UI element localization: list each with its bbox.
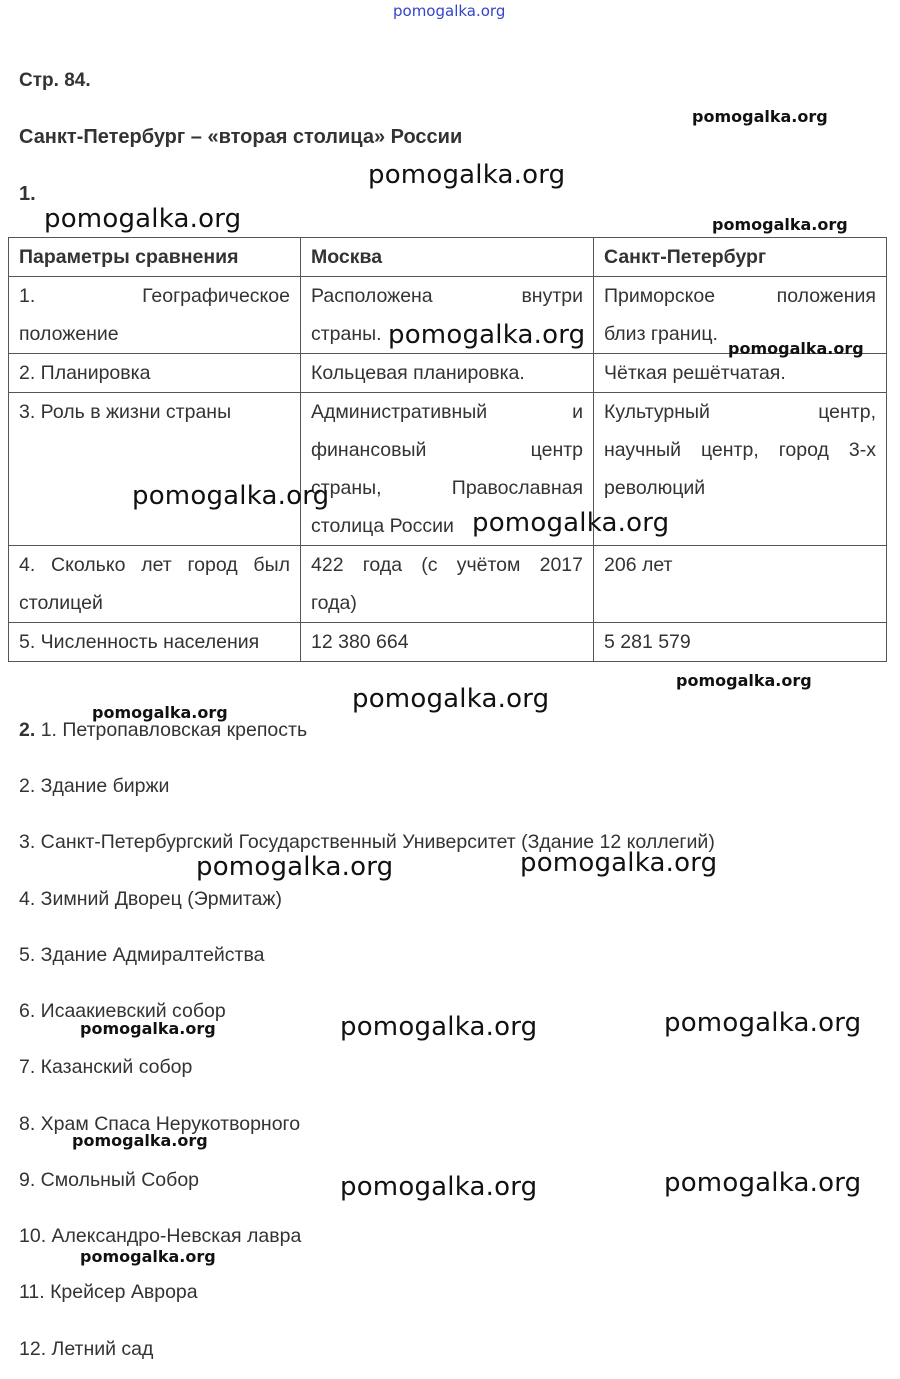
- watermark: pomogalka.org: [80, 1019, 216, 1038]
- param-cell: [9, 277, 301, 354]
- spb-line: революций: [604, 477, 706, 499]
- table-row: [9, 546, 887, 623]
- watermark: pomogalka.org: [393, 2, 506, 20]
- watermark: pomogalka.org: [340, 1012, 538, 1042]
- moscow-line: 12 380 664: [311, 631, 409, 653]
- moscow-line: Кольцевая планировка.: [311, 362, 525, 384]
- header-moscow: Москва: [301, 238, 594, 277]
- list-item: 10. Александро-Невская лавра: [19, 1225, 302, 1247]
- spb-cell: [594, 546, 887, 623]
- list-item: 11. Крейсер Аврора: [19, 1281, 198, 1303]
- param-cell: [9, 393, 301, 546]
- spb-cell: [594, 354, 887, 393]
- param-line: 3. Роль в жизни страны: [19, 401, 232, 423]
- list-item: 5. Здание Адмиралтейства: [19, 944, 265, 966]
- watermark: pomogalka.org: [520, 848, 718, 878]
- spb-line: Чёткая решётчатая.: [604, 362, 786, 384]
- table-row: [9, 623, 887, 662]
- watermark: pomogalka.org: [692, 107, 828, 126]
- moscow-line: 422 года (с учётом 2017: [311, 554, 583, 576]
- spb-line: научный центр, город 3-х: [604, 439, 876, 461]
- list-item: 4. Зимний Дворец (Эрмитаж): [19, 888, 282, 910]
- moscow-cell: [301, 354, 594, 393]
- page-title: Санкт-Петербург – «вторая столица» России: [19, 126, 463, 148]
- moscow-line: столица России: [311, 515, 454, 537]
- watermark: pomogalka.org: [712, 215, 848, 234]
- list-item: 12. Летний сад: [19, 1338, 154, 1360]
- watermark: pomogalka.org: [676, 671, 812, 690]
- list-item: 9. Смольный Собор: [19, 1169, 200, 1191]
- param-line: столицей: [19, 592, 103, 614]
- spb-line: близ границ.: [604, 323, 718, 345]
- list-item: [19, 719, 307, 742]
- watermark: pomogalka.org: [472, 508, 670, 538]
- moscow-line: года): [311, 592, 357, 614]
- table-header-row: [9, 238, 887, 277]
- spb-line: Культурный центр,: [604, 401, 876, 423]
- comparison-table: [8, 237, 887, 662]
- task-2-label: 2.: [19, 719, 36, 741]
- spb-line: Приморское положения: [604, 285, 876, 307]
- watermark: pomogalka.org: [196, 852, 394, 882]
- param-cell: [9, 354, 301, 393]
- watermark: pomogalka.org: [388, 320, 586, 350]
- list-item: 6. Исаакиевский собор: [19, 1000, 226, 1022]
- watermark: pomogalka.org: [340, 1172, 538, 1202]
- watermark: pomogalka.org: [664, 1168, 862, 1198]
- list-item: 3. Санкт-Петербургский Государственный Университет (Здание 12 коллегий): [19, 831, 715, 853]
- watermark: pomogalka.org: [92, 703, 228, 722]
- param-line: положение: [19, 323, 119, 345]
- watermark: pomogalka.org: [352, 684, 550, 714]
- watermark: pomogalka.org: [44, 204, 242, 234]
- watermark: pomogalka.org: [132, 481, 330, 511]
- param-line: 1. Географическое: [19, 285, 290, 307]
- moscow-line: финансовый центр: [311, 439, 583, 461]
- watermark: pomogalka.org: [72, 1131, 208, 1150]
- list-item: 2. Здание биржи: [19, 775, 170, 797]
- moscow-line: страны, Православная: [311, 477, 583, 499]
- page-number: Стр. 84.: [19, 70, 91, 91]
- watermark: pomogalka.org: [368, 160, 566, 190]
- watermark: pomogalka.org: [664, 1008, 862, 1038]
- moscow-cell: [301, 623, 594, 662]
- moscow-line: Расположена внутри: [311, 285, 583, 307]
- task-1-label: 1.: [19, 183, 36, 205]
- table-row: [9, 393, 887, 546]
- header-spb: Санкт-Петербург: [594, 238, 887, 277]
- param-line: 2. Планировка: [19, 362, 151, 384]
- table-row: [9, 354, 887, 393]
- param-line: 5. Численность населения: [19, 631, 260, 653]
- list-item: 8. Храм Спаса Нерукотворного: [19, 1113, 301, 1135]
- param-cell: [9, 623, 301, 662]
- spb-line: 5 281 579: [604, 631, 691, 653]
- spb-line: 206 лет: [604, 554, 673, 576]
- spb-cell: [594, 623, 887, 662]
- param-cell: [9, 546, 301, 623]
- moscow-cell: [301, 546, 594, 623]
- list-item: 7. Казанский собор: [19, 1056, 193, 1078]
- watermark: pomogalka.org: [80, 1247, 216, 1266]
- watermark: pomogalka.org: [728, 339, 864, 358]
- header-params: Параметры сравнения: [9, 238, 301, 277]
- list-item-text: 1. Петропавловская крепость: [40, 719, 308, 741]
- param-line: 4. Сколько лет город был: [19, 554, 290, 576]
- moscow-line: страны.: [311, 323, 382, 345]
- moscow-line: Административный и: [311, 401, 583, 423]
